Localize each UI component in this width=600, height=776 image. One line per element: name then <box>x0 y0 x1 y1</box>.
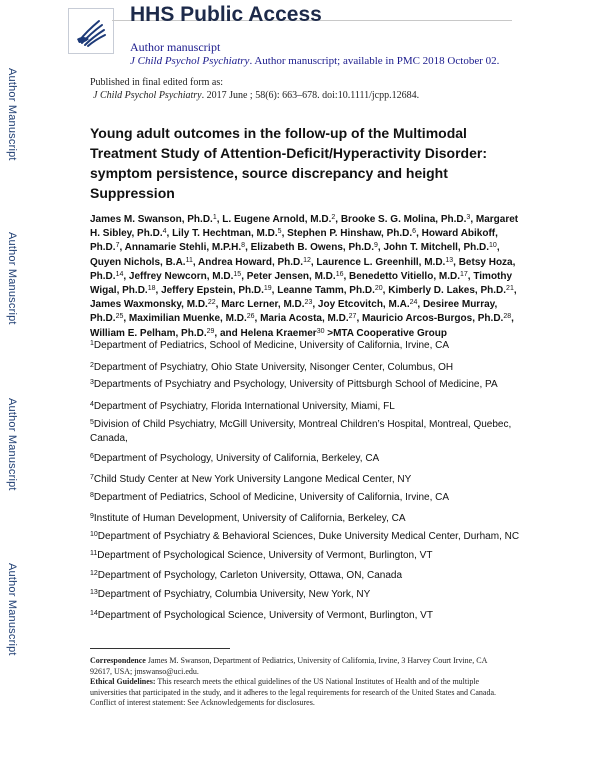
ethical-text: This research meets the ethical guidelines of the US National Institutes of Health and of the multiple universities that participated in the study, and it adheres to the legal requirements for research of the United States and Canada. <box>90 677 497 697</box>
affiliation-item <box>90 378 520 392</box>
affiliation-text: Division of Child Psychiatry, McGill University, Montreal Children’s Hospital, Montreal, Quebec, Canada, <box>90 419 512 444</box>
author-conjunction: and <box>219 327 238 339</box>
affiliation-item <box>90 569 520 583</box>
author-name: Stephen P. Hinshaw, Ph.D. <box>287 228 413 240</box>
author-affiliation-ref: 20 <box>374 285 383 293</box>
published-details: . 2017 June ; 58(6): 663–678. doi:10.1111/jcpp.12684. <box>201 90 420 101</box>
author-name: Maria Acosta, M.D. <box>260 313 349 325</box>
affiliation-number: 4 <box>90 401 94 408</box>
hhs-logo <box>68 8 114 54</box>
author-name: Peter Jensen, M.D. <box>246 270 336 282</box>
author-manuscript-label: Author manuscript <box>130 40 221 54</box>
affiliation-item <box>90 452 520 466</box>
author-affiliation-ref: 12 <box>303 256 311 264</box>
author-affiliation-ref: 15 <box>233 270 242 278</box>
correspondence-label: Correspondence <box>90 656 146 665</box>
conflict-footnote: Conflict of interest statement: See Acknowledgements for disclosures. <box>90 698 315 707</box>
author-name: Maximilian Muenke, M.D. <box>128 313 247 325</box>
affiliation-text: Department of Psychology, Carleton University, Ottawa, ON, Canada <box>97 570 403 581</box>
author-name: Leanne Tamm, Ph.D. <box>277 285 375 297</box>
footnote-divider <box>90 648 230 649</box>
author-affiliation-ref: 4 <box>162 228 167 236</box>
affiliation-number: 14 <box>90 610 98 617</box>
author-name: Elizabeth B. Owens, Ph.D. <box>250 242 374 254</box>
ethical-label: Ethical Guidelines: <box>90 677 156 686</box>
author-name: Lily T. Hechtman, M.D. <box>172 228 278 240</box>
ethical-footnote <box>90 677 510 698</box>
affiliation-text: Departments of Psychiatry and Psychology, University of Pittsburgh School of Medicine, PA <box>93 379 498 390</box>
author-affiliation-ref: 27 <box>348 313 357 321</box>
affiliation-number: 6 <box>90 453 94 460</box>
affiliation-number: 3 <box>90 379 94 386</box>
affiliation-text: Department of Pediatrics, School of Medicine, University of California, Irvine, CA <box>93 492 450 503</box>
author-name: Mauricio Arcos-Burgos, Ph.D. <box>362 313 504 325</box>
author-name: Jeffrey Newcorn, M.D. <box>128 270 234 282</box>
author-name: Benedetto Vitiello, M.D. <box>349 270 460 282</box>
published-journal: J Child Psychol Psychiatry <box>93 90 202 101</box>
author-name: Timothy Wigal, Ph.D. <box>90 270 513 297</box>
author-name: Margaret H. Sibley, Ph.D. <box>90 214 519 240</box>
author-affiliation-ref: 22 <box>207 299 216 307</box>
author-affiliation-ref: 1 <box>212 214 217 221</box>
published-label: Published in final edited form as: <box>90 77 224 88</box>
side-label-author-manuscript: Author Manuscript <box>6 68 18 161</box>
affiliation-item <box>90 491 520 505</box>
author-affiliation-ref: 10 <box>489 242 497 250</box>
group-name: >MTA Cooperative Group <box>327 327 447 339</box>
author-affiliation-ref: 7 <box>115 242 120 250</box>
hhs-eagle-icon <box>69 9 113 53</box>
author-name: Andrea Howard, Ph.D. <box>198 256 304 268</box>
author-name: Quyen Nichols, B.A. <box>90 256 186 268</box>
affiliation-item <box>90 609 520 623</box>
author-affiliation-ref: 17 <box>459 270 468 278</box>
side-label-author-manuscript: Author Manuscript <box>6 398 18 491</box>
affiliation-item <box>90 473 520 487</box>
author-affiliation-ref: 18 <box>147 285 156 293</box>
author-affiliation-ref: 14 <box>115 270 124 278</box>
author-affiliation-ref: 28 <box>503 313 512 321</box>
affiliation-text: Department of Psychological Science, University of Vermont, Burlington, VT <box>97 610 433 621</box>
author-affiliation-ref: 9 <box>374 242 378 250</box>
affiliation-number: 13 <box>90 589 98 596</box>
affiliation-text: Department of Psychiatry, Florida International University, Miami, FL <box>93 401 395 412</box>
author-affiliation-ref: 11 <box>185 256 193 264</box>
author-name: L. Eugene Arnold, M.D. <box>222 214 332 225</box>
author-affiliation-ref: 19 <box>263 285 272 293</box>
author-affiliation-ref: 30 <box>316 327 325 335</box>
journal-name: J Child Psychol Psychiatry <box>130 55 250 67</box>
affiliation-item <box>90 361 520 375</box>
author-name: William E. Pelham, Ph.D. <box>90 327 207 339</box>
journal-availability <box>130 55 499 67</box>
affiliation-item <box>90 530 520 544</box>
affiliation-text: Department of Psychology, University of California, Berkeley, CA <box>93 453 380 464</box>
author-affiliation-ref: 29 <box>206 327 215 335</box>
author-name: Annamarie Stehli, M.P.H. <box>124 242 242 254</box>
affiliation-text: Institute of Human Development, University of California, Berkeley, CA <box>93 513 406 524</box>
hhs-title: HHS Public Access <box>130 3 322 26</box>
affiliation-text: Department of Pediatrics, School of Medicine, University of California, Irvine, CA <box>93 340 450 351</box>
affiliation-text: Department of Psychiatry & Behavioral Sciences, Duke University Medical Center, Durham, NC <box>97 531 520 542</box>
author-affiliation-ref: 13 <box>445 256 454 264</box>
author-name: Howard Abikoff, Ph.D. <box>90 228 498 254</box>
affiliation-text: Department of Psychological Science, University of Vermont, Burlington, VT <box>97 550 433 561</box>
affiliation-number: 7 <box>90 474 94 481</box>
author-name: Desiree Murray, Ph.D. <box>90 299 498 325</box>
author-name: Marc Lerner, M.D. <box>221 299 305 311</box>
author-affiliation-ref: 8 <box>241 242 246 250</box>
affiliation-item <box>90 512 520 526</box>
affiliation-text: Department of Psychiatry, Columbia University, New York, NY <box>97 589 371 600</box>
affiliation-item <box>90 400 520 414</box>
affiliation-number: 9 <box>90 513 94 520</box>
author-affiliation-ref: 21 <box>506 285 514 293</box>
affiliation-number: 11 <box>90 550 98 557</box>
author-name: Brooke S. G. Molina, Ph.D. <box>340 214 467 225</box>
published-reference <box>93 90 419 101</box>
affiliation-item <box>90 549 520 563</box>
affiliation-item <box>90 339 520 353</box>
affiliation-number: 10 <box>90 531 98 538</box>
author-affiliation-ref: 2 <box>331 214 336 221</box>
author-affiliation-ref: 25 <box>115 313 124 321</box>
correspondence-text: James M. Swanson, Department of Pediatrics, University of California, Irvine, 3 Harvey Court Irvine, CA 92617, USA; jmswanso@uci.edu. <box>90 656 487 676</box>
author-affiliation-ref: 16 <box>335 270 344 278</box>
author-affiliation-ref: 5 <box>277 228 282 236</box>
author-name: Betsy Hoza, Ph.D. <box>90 256 516 282</box>
author-affiliation-ref: 26 <box>246 313 255 321</box>
author-name: James Waxmonsky, M.D. <box>90 299 208 311</box>
affiliation-number: 12 <box>90 570 98 577</box>
availability-text: . Author manuscript; available in PMC 2018 October 02. <box>249 55 500 67</box>
side-label-author-manuscript: Author Manuscript <box>6 563 18 656</box>
author-list: James M. Swanson, Ph.D.$^1$, L. Eugene Arnold, M.D.$^2$, Brooke S. G. Molina, Ph.D.$^3$, Margaret H. Sibley, Ph.D.$^4$, Lily T. Hechtman, M.D.$^5$, Stephen P. Hinshaw, Ph.D.$^6$, Howard Abikoff, Ph.D.$^7$, Annamarie Stehli, M.P.H.$^8$, Elizabeth B. Owens, Ph.D.$^9$, John T. Mitchell, Ph.D.$^{10}$, Quyen Nichols, B.A.$^{11}$, Andrea Howard, Ph.D.$^{12}$, Laurence L. Greenhill, M.D.$^{13}$, Betsy Hoza, Ph.D.$^{14}$, Jeffrey Newcorn, M.D.$^{15}$, Peter Jensen, M.D.$^{16}$, Benedetto Vitiello, M.D.$^{17}$, Timothy Wigal, Ph.D.$^{18}$, Jeffery Epstein, Ph.D.$^{19}$, Leanne Tamm, Ph.D.$^{20}$, Kimberly D. Lakes, Ph.D.$^{21}$, James Waxmonsky, M.D.$^{22}$, Marc Lerner, M.D.$^{23}$, Joy Etcovitch, M.A.$^{24}$, Desiree Murray, Ph.D.$^{25}$, Maximilian Muenke, M.D.$^{26}$, Maria Acosta, M.D.$^{27}$, Mauricio Arcos-Burgos, Ph.D.$^{28}$, William E. Pelham, Ph.D.$^{29}$, and Helena Kraemer$^{30}$ >MTA Cooperative Group <box>90 214 519 339</box>
author-affiliation-ref: 23 <box>304 299 313 307</box>
affiliation-number: 8 <box>90 492 94 499</box>
side-label-author-manuscript: Author Manuscript <box>6 232 18 325</box>
affiliation-text: Child Study Center at New York University Langone Medical Center, NY <box>93 474 412 485</box>
author-name: Laurence L. Greenhill, M.D. <box>316 256 446 268</box>
affiliation-item <box>90 418 520 446</box>
author-affiliation-ref: 24 <box>409 299 418 307</box>
affiliation-number: 1 <box>90 340 94 347</box>
author-name: James M. Swanson, Ph.D. <box>90 214 213 225</box>
author-name: Jeffery Epstein, Ph.D. <box>161 285 264 297</box>
affiliation-number: 5 <box>90 419 94 426</box>
correspondence-footnote <box>90 656 510 677</box>
author-name: John T. Mitchell, Ph.D. <box>383 242 490 254</box>
author-affiliation-ref: 3 <box>466 214 471 221</box>
author-name: Kimberly D. Lakes, Ph.D. <box>388 285 507 297</box>
article-title: Young adult outcomes in the follow-up of the Multimodal Treatment Study of Attention-Deficit/Hyperactivity Disorder: symptom persistence, source discrepancy and height Suppression <box>90 125 487 201</box>
affiliation-text: Department of Psychiatry, Ohio State University, Nisonger Center, Columbus, OH <box>93 362 454 373</box>
author-affiliation-ref: 6 <box>412 228 417 236</box>
affiliation-number: 2 <box>90 362 94 369</box>
author-name: Joy Etcovitch, M.A. <box>317 299 410 311</box>
author-name: Helena Kraemer <box>240 327 317 339</box>
affiliation-item <box>90 588 520 602</box>
